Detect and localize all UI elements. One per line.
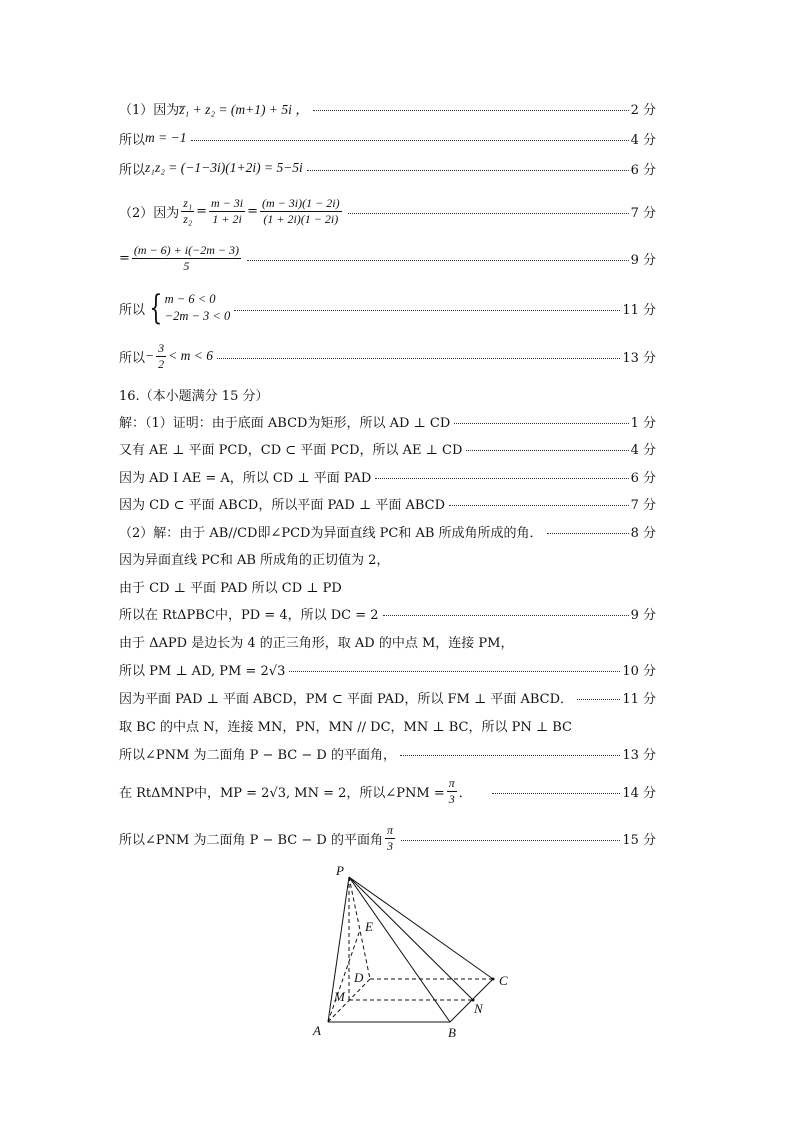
solution-line-3 [119, 156, 656, 180]
problem-16-heading [119, 382, 656, 406]
line-math: z₁z₂ = (−1−3i)(1+2i) = 5−5i [145, 160, 303, 175]
score-label: 7 分 [630, 497, 656, 513]
score-label: 14 分 [622, 785, 656, 801]
line-tail: ． [458, 785, 472, 801]
line-prefix: 所以 [119, 302, 146, 318]
fraction-2: $\frac{m - 3i}{1 + 2i}$ [211, 195, 244, 226]
solution-line-7 [119, 340, 656, 372]
line-prefix: 所以 [119, 162, 146, 178]
solution-line-16-11 [119, 685, 656, 709]
fraction-result: $\frac{(m - 6) + i(-2m - 3)}{5}$ [133, 242, 239, 273]
line-text: 由于 CD ⊥ 平面 PAD 所以 CD ⊥ PD [119, 580, 342, 596]
score-label: 10 分 [622, 663, 656, 679]
score-label: 6 分 [630, 162, 656, 178]
score-label: 9 分 [630, 607, 656, 623]
leader-dots [492, 793, 621, 794]
solution-line-16-9 [119, 629, 656, 653]
leader-dots [375, 478, 628, 479]
edge-PA [328, 877, 349, 1022]
label-A: A [313, 1023, 321, 1038]
brace-icon: { [149, 288, 163, 328]
line-text: 所以在 RtΔPBC中，PD = 4，所以 DC = 2 [119, 607, 379, 623]
edge-PC [349, 877, 493, 979]
fraction-pi-3: $\frac{\pi}{3}$ [448, 775, 455, 806]
score-label: 11 分 [622, 691, 656, 707]
score-label: 4 分 [630, 442, 656, 458]
score-label: 11 分 [622, 302, 656, 318]
score-label: 4 分 [630, 132, 656, 148]
line-text: 解：（1）证明：由于底面 ABCD为矩形，所以 AD ⊥ CD [119, 415, 451, 431]
solution-line-2 [119, 126, 656, 150]
solution-line-16-14 [119, 776, 656, 806]
leader-dots [348, 213, 629, 214]
edge-PB [349, 877, 450, 1022]
leader-dots [454, 423, 628, 424]
point-N [472, 999, 475, 1002]
leader-dots [289, 671, 620, 672]
solution-line-16-1 [119, 409, 656, 433]
line-prefix: （2）因为 [119, 205, 180, 221]
line-text: 在 RtΔMNP中，MP = 2√3, MN = 2，所以∠PNM = [119, 785, 445, 801]
solution-line-16-7 [119, 574, 656, 598]
line-math: m = −1 [145, 130, 187, 145]
leader-dots [307, 170, 629, 171]
solution-line-16-3 [119, 464, 656, 488]
leader-dots [401, 840, 620, 841]
inequality-1: m − 6 < 0 [164, 292, 216, 306]
leader-dots [234, 310, 620, 311]
leader-dots [449, 505, 629, 506]
label-P: P [336, 863, 344, 878]
solution-line-1 [119, 96, 656, 120]
score-label: 1 分 [630, 415, 656, 431]
inequality-system [145, 288, 231, 328]
score-label: 13 分 [622, 747, 656, 763]
inequality-2: −2m − 3 < 0 [164, 309, 231, 323]
solution-line-16-12 [119, 713, 656, 737]
leader-dots [383, 615, 629, 616]
fraction-3: $\frac{(m - 3i)(1 - 2i)}{(1 + 2i)(1 - 2i)}$ [262, 195, 340, 226]
line-text: 因为 CD ⊂ 平面 ABCD，所以平面 PAD ⊥ 平面 ABCD [119, 497, 446, 513]
line-text: 所以 PM ⊥ AD, PM = 2√3 [119, 663, 286, 679]
solution-line-16-4 [119, 491, 656, 515]
solution-line-16-15 [119, 820, 656, 856]
solution-line-16-2 [119, 436, 656, 460]
line-text: 又有 AE ⊥ 平面 PCD，CD ⊂ 平面 PCD，所以 AE ⊥ CD [119, 442, 463, 458]
line-text: 因为异面直线 PC和 AB 所成角的正切值为 2， [119, 552, 390, 568]
score-label: 6 分 [630, 470, 656, 486]
line-text: 所以∠PNM 为二面角 P − BC − D 的平面角， [119, 747, 396, 763]
equals-sign: = [196, 203, 208, 219]
label-N: N [474, 1001, 483, 1016]
line-prefix: 所以 [119, 350, 146, 366]
solution-line-16-8 [119, 601, 656, 625]
solution-line-5 [119, 242, 656, 274]
line-text: 因为 AD I AE = A，所以 CD ⊥ 平面 PAD [119, 470, 372, 486]
section-heading: 16.（本小题满分 15 分） [119, 388, 269, 404]
label-E: E [365, 919, 373, 934]
edge-BC [450, 979, 493, 1022]
label-B: B [448, 1025, 456, 1040]
line-text: 因为平面 PAD ⊥ 平面 ABCD，PM ⊂ 平面 PAD，所以 FM ⊥ 平面 ABCD． [119, 691, 574, 707]
solution-line-16-5 [119, 519, 656, 543]
leader-dots [547, 533, 629, 534]
score-label: 15 分 [622, 832, 656, 848]
edge-AE [328, 930, 360, 1022]
solution-line-16-10 [119, 657, 656, 681]
line-text: 取 BC 的中点 N，连接 MN，PN，MN // DC，MN ⊥ BC，所以 PN ⊥ BC [119, 719, 572, 735]
solution-line-16-6 [119, 546, 656, 570]
score-label: 8 分 [630, 525, 656, 541]
minus-sign: − [145, 348, 155, 363]
score-label: 7 分 [630, 205, 656, 221]
line-text: 所以∠PNM 为二面角 P − BC − D 的平面角 [119, 832, 383, 848]
line-math: z̅₁ + z₂ = (m+1) + 5i ， [179, 102, 309, 117]
equals-sign: = [247, 203, 259, 219]
leader-dots [191, 140, 629, 141]
score-label: 2 分 [630, 102, 656, 118]
score-label: 9 分 [630, 252, 656, 268]
score-label: 13 分 [622, 350, 656, 366]
edge-AD [328, 979, 370, 1022]
solution-line-16-13 [119, 741, 656, 765]
label-M: M [334, 989, 345, 1004]
label-C: C [499, 973, 508, 988]
edge-PN [349, 877, 473, 1000]
leader-dots [577, 699, 620, 700]
leader-dots [217, 358, 620, 359]
leader-dots [247, 260, 629, 261]
solution-line-6 [119, 288, 656, 328]
label-D: D [354, 970, 364, 985]
leader-dots [400, 755, 620, 756]
line-math: < m < 6 [168, 348, 213, 363]
fraction-3-2: $\frac{3}{2}$ [158, 340, 165, 371]
equals-sign: = [119, 250, 130, 266]
line-text: （2）解：由于 AB//CD即∠PCD为异面直线 PC和 AB 所成角所成的角． [119, 525, 543, 541]
line-text: 由于 ΔAPD 是边长为 4 的正三角形，取 AD 的中点 M，连接 PM， [119, 635, 514, 651]
fraction-z1-over-z2: $\frac{\text{z₁}}{\text{z₂}}$ [183, 195, 193, 226]
solution-line-4 [119, 196, 656, 226]
leader-dots [313, 110, 629, 111]
line-prefix: （1）因为 [119, 102, 180, 118]
point-C [492, 978, 495, 981]
fraction-pi-3: $\frac{\pi}{3}$ [386, 822, 393, 853]
line-prefix: 所以 [119, 132, 146, 148]
leader-dots [466, 450, 628, 451]
edge-PD [349, 877, 370, 979]
